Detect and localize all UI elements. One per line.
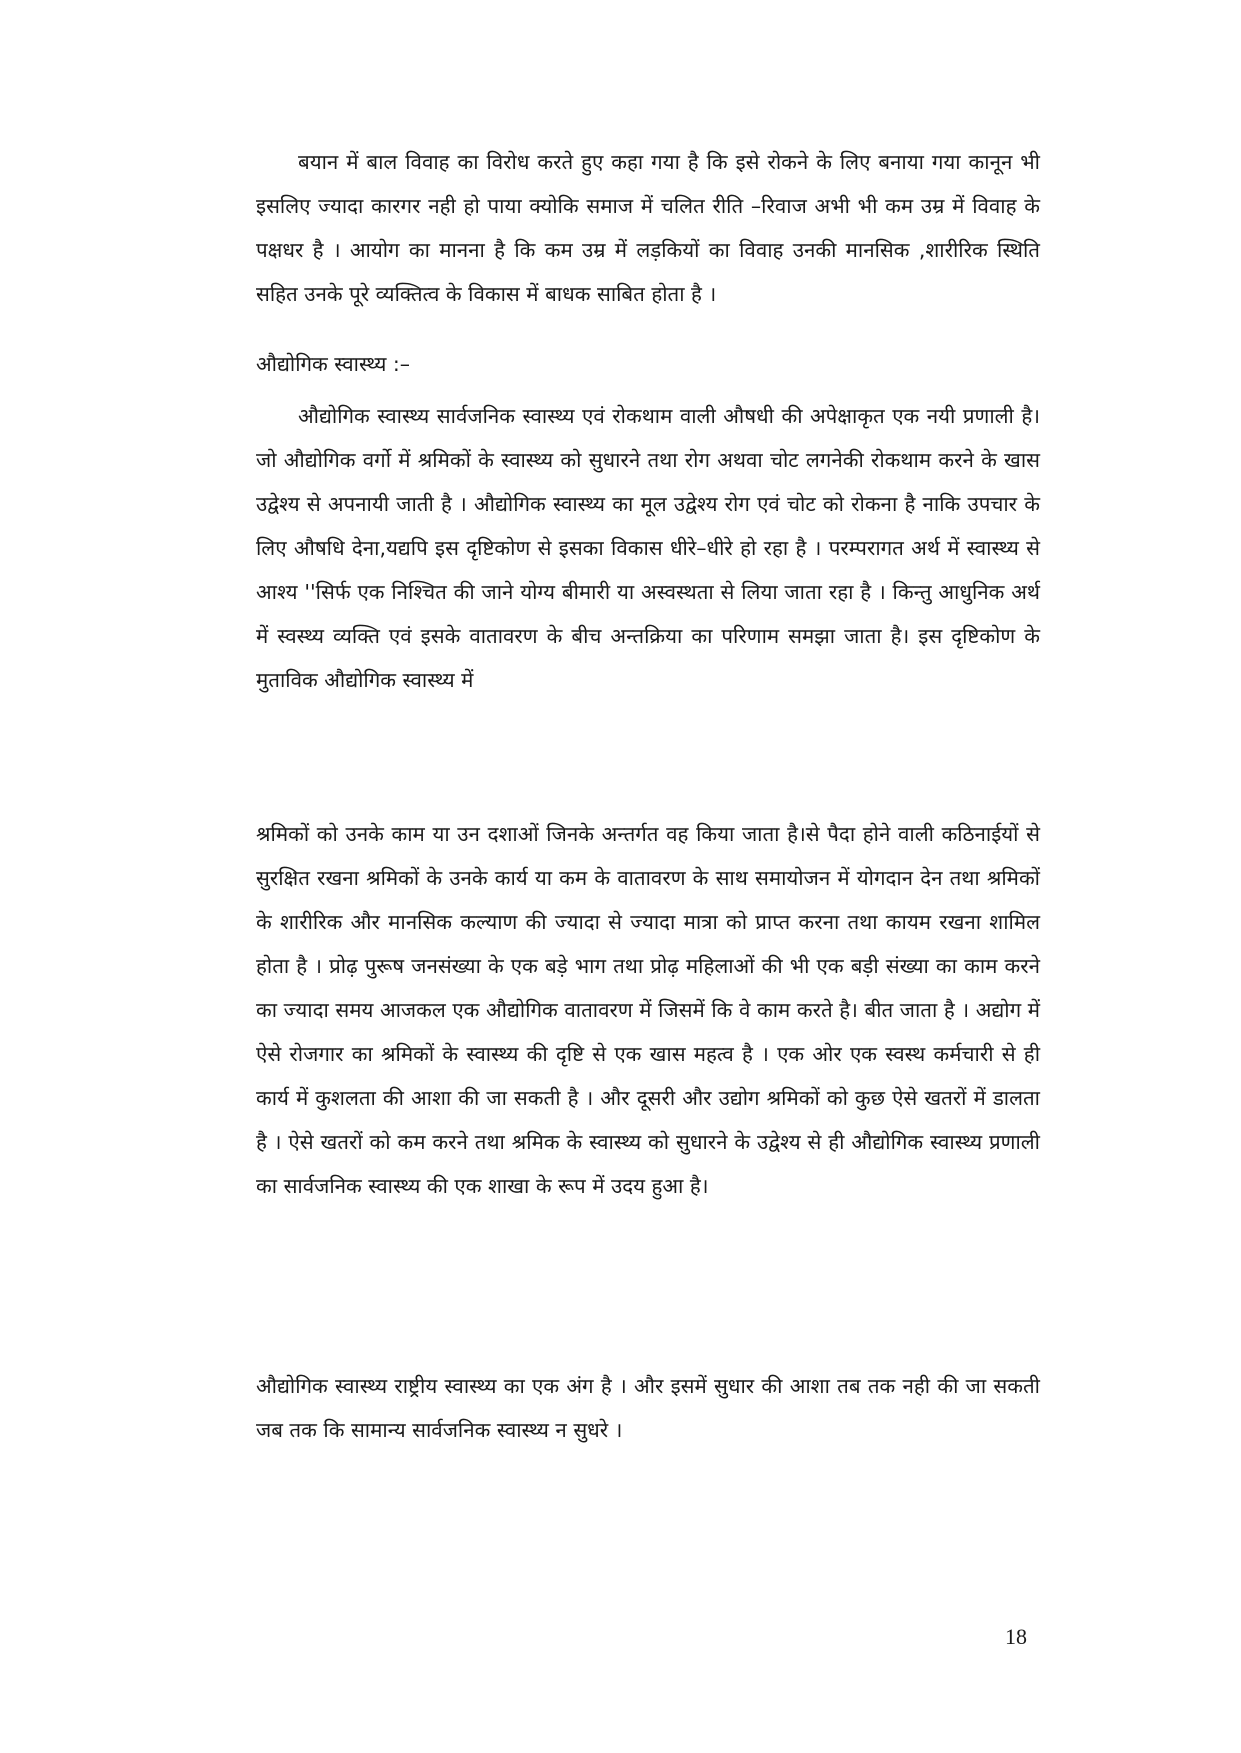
paragraph-worker-protection: श्रमिकों को उनके काम या उन दशाओं जिनके अन्तर्गत वह किया जाता है।से पैदा होने वाली कठिनाईयों से सुरक्षित रखना श्रमिकों के उनके कार्य या कम के वातावरण के साथ समायोजन में योगदान देन तथा श्रमिकों के शारीरिक और मानसिक कल्याण की ज्यादा से ज्यादा मात्रा को प्राप्त करना तथा कायम रखना शामिल होता है । प्रोढ़ पुरूष जनसंख्या के एक बड़े भाग तथा प्रोढ़ महिलाओं की भी एक बड़ी संख्या का काम करने का ज्यादा समय आजकल एक औद्योगिक वातावरण में जिसमें कि वे काम करते है। बीत जाता है । अद्योग में ऐसे रोजगार का श्रमिकों के स्वास्थ्य की दृष्टि से एक खास महत्व है । एक ओर एक स्वस्थ कर्मचारी से ही कार्य में कुशलता की आशा की जा सकती है । और दूसरी और उद्योग श्रमिकों को कुछ ऐसे खतरों में डालता है । ऐसे खतरों को कम करने तथा श्रमिक के स्वास्थ्य को सुधारने के उद्वेश्य से ही औद्योगिक स्वास्थ्य प्रणाली का सार्वजनिक स्वास्थ्य की एक शाखा के रूप में उदय हुआ है। xyxy=(256,822,1040,1198)
paragraph-child-marriage: बयान में बाल विवाह का विरोध करते हुए कहा गया है कि इसे रोकने के लिए बनाया गया कानून भी इसलिए ज्यादा कारगर नही हो पाया क्योकि समाज में चलित रीति –रिवाज अभी भी कम उम्र में विवाह के पक्षधर है । आयोग का मानना है कि कम उम्र में लड़कियों का विवाह उनकी मानसिक ,शारीरिक स्थिति सहित उनके पूरे व्यक्तित्व के विकास में बाधक साबित होता है । xyxy=(256,150,1040,306)
page-number: 18 xyxy=(1005,1624,1027,1649)
paragraph-national-health: औद्योगिक स्वास्थ्य राष्ट्रीय स्वास्थ्य का एक अंग है । और इसमें सुधार की आशा तब तक नही की जा सकती जब तक कि सामान्य सार्वजनिक स्वास्थ्य न सुधरे । xyxy=(256,1374,1040,1442)
paragraph-industrial-health-definition: औद्योगिक स्वास्थ्य सार्वजनिक स्वास्थ्य एवं रोकथाम वाली औषधी की अपेक्षाकृत एक नयी प्रणाली है। जो औद्योगिक वर्गो में श्रमिकों के स्वास्थ्य को सुधारने तथा रोग अथवा चोट लगनेकी रोकथाम करने के खास उद्वेश्य से अपनायी जाती है । औद्योगिक स्वास्थ्य का मूल उद्वेश्य रोग एवं चोट को रोकना है नाकि उपचार के लिए औषधि देना,यद्यपि इस दृष्टिकोण से इसका विकास धीरे–धीरे हो रहा है । परम्परागत अर्थ में स्वास्थ्य से आश्य ''सिर्फ एक निश्चित की जाने योग्य बीमारी या अस्वस्थता से लिया जाता रहा है । किन्तु आधुनिक अर्थ में स्वस्थ्य व्यक्ति एवं इसके वातावरण के बीच अन्तक्रिया का परिणाम समझा जाता है। इस दृष्टिकोण के मुताविक औद्योगिक स्वास्थ्य में xyxy=(256,404,1040,692)
section-heading-industrial-health: औद्योगिक स्वास्थ्य :– xyxy=(256,352,411,376)
